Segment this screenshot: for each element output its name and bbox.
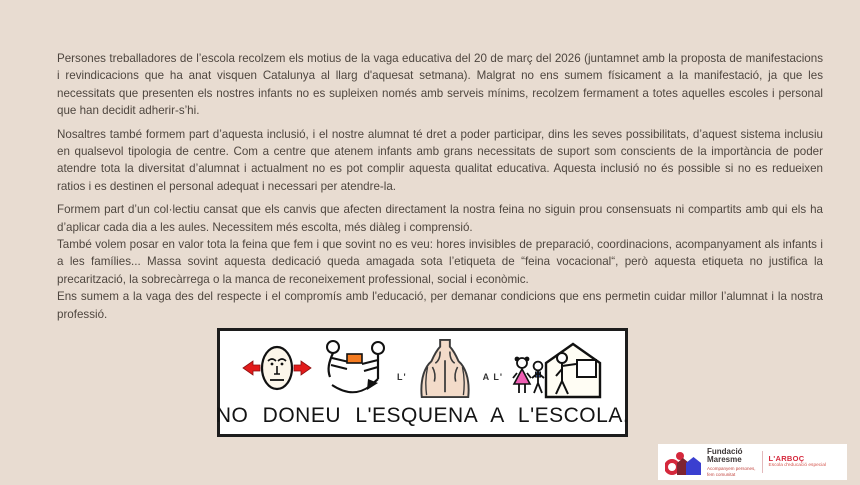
- fundacio-maresme-logo-icon: [665, 449, 701, 476]
- org-tagline-line2: fem comunitat: [707, 471, 736, 477]
- connector-l-label: L': [397, 372, 407, 382]
- school-name: L'ARBOÇ: [768, 453, 805, 463]
- paragraph-5: Ens sumem a la vaga des del respecte i el compromís amb l'educació, per demanar condicions que ens permetin cuidar millor l’alumnat i la nostra professió.: [57, 290, 823, 321]
- give-icon: [320, 338, 390, 398]
- paragraph-4: També volem posar en valor tota la feina que fem i que sovint no es veu: hores invisibles de preparació, coordinacions, acompanyament als infants i a les famílies... Massa sovint aquesta dedicació queda amagada sota l’etiqueta de “feina vocacional“, però aquesta etiqueta no justifica la precarització, la sobrecàrrega o la manca de reconeixement professional, social i econòmic.: [57, 238, 823, 286]
- no-head-shake-icon: [241, 339, 313, 397]
- footer-logos: [658, 444, 847, 480]
- org-name-line2: Maresme: [707, 455, 742, 464]
- statement-text: [57, 50, 823, 323]
- arboc-school-wordmark: [769, 455, 826, 469]
- paragraph-1: Persones treballadores de l’escola recolzem els motius de la vaga educativa del 20 de març del 2026 (juntamnet amb la proposta de manifestacions i revindicacions que ha anat visquen Catalunya al llarg d'aquesat setmana). Malgrat no ens sumem físicament a la manifestació, ja que les necessitats que presenten els nostres infants no es supleixen només amb serveis mínims, recolzem fermament a totes aquelles escoles i personal que han decidit adherir-s’hi.: [57, 52, 823, 118]
- school-icon: [510, 337, 604, 399]
- school-subtitle: Escola d'educació especial: [768, 463, 826, 469]
- paragraph-2: Nosaltres també formem part d’aquesta inclusió, i el nostre alumnat té dret a poder participar, dins les seves possibilitats, d’aquest sistema inclusiu en qualsevol tipologia de centre. Com a centre que atenem infants amb grans necessitats de suport som conscients de la importància de poder atendre tota la diversitat d’alumnat i actualment no es pot complir aquesta qualitat educativa. Aquesta inclusió no és possible si no es redueixen ratios i es destinen el personal adequat i necessari per atendre-la.: [57, 127, 823, 193]
- paragraph-3: Formem part d’un col·lectiu cansat que els canvis que afecten directament la nostra feina no siguin prou consensuats ni compartits amb qui els ha d’aplicar cada dia a les aules. Necessitem més escolta, més diàleg i comprensió.: [57, 203, 823, 234]
- connector-al-label: A L': [482, 372, 503, 382]
- banner-caption: NO DONEU L'ESQUENA A L'ESCOLA.: [215, 404, 630, 427]
- back-icon: [414, 337, 476, 399]
- org-tagline-line1: Acompanyem persones,: [707, 465, 756, 471]
- org-name-line1: Fundació: [707, 446, 743, 456]
- logo-divider: [762, 451, 763, 473]
- campaign-banner: [217, 328, 628, 437]
- pictogram-row: [241, 335, 604, 401]
- fundacio-maresme-wordmark: [707, 448, 756, 477]
